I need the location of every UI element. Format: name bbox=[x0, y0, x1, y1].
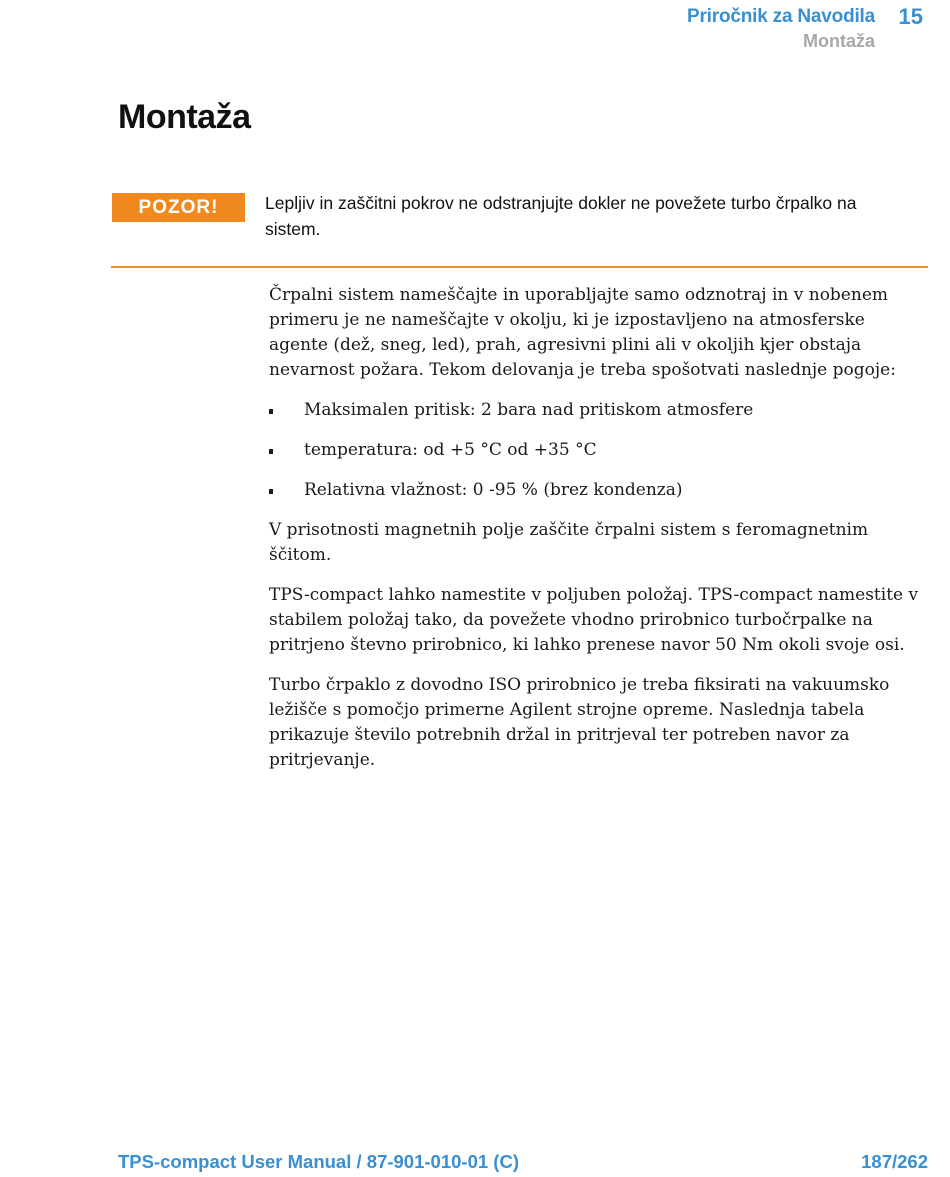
footer-page-number: 187/262 bbox=[861, 1151, 928, 1172]
iso-flange-paragraph: Turbo črpaklo z dovodno ISO prirobnico je treba fiksirati na vakuumsko ležišče s pomočjo primerne Agilent strojne opreme. Naslednja tabela prikazuje število potrebnih držal in pritrjeval ter potreben navor za pritrjevanje. bbox=[269, 675, 890, 770]
list-item-text: temperatura: od +5 °C od +35 °C bbox=[304, 440, 597, 460]
body-content bbox=[269, 283, 929, 788]
bullet-icon bbox=[269, 409, 273, 414]
caution-divider bbox=[111, 266, 928, 268]
list-item bbox=[269, 398, 929, 423]
running-header-title: Priročnik za Navodila bbox=[687, 6, 875, 27]
position-paragraph: TPS-compact lahko namestite v poljuben položaj. TPS-compact namestite v stabilem položaj tako, da povežete vhodno prirobnico turbočrpalke na pritrjeno števno prirobnico, ki lahko prenese navor 50 Nm okoli svoje osi. bbox=[269, 585, 919, 655]
intro-paragraph: Črpalni sistem nameščajte in uporabljajte samo odznotraj in v nobenem primeru je ne nameščajte v okolju, ki je izpostavljeno na atmosferske agente (dež, sneg, led), prah, agresivni plini ali v okoljih kjer obstaja nevarnost požara. Tekom delovanja je treba spošotvati naslednje pogoje: bbox=[269, 285, 896, 380]
magnetic-paragraph: V prisotnosti magnetnih polje zaščite črpalni sistem s feromagnetnim ščitom. bbox=[269, 520, 869, 565]
bullet-icon bbox=[269, 449, 273, 454]
chapter-number: 15 bbox=[898, 4, 923, 29]
list-item bbox=[269, 438, 929, 463]
section-heading: Montaža bbox=[118, 98, 251, 136]
list-item-text: Relativna vlažnost: 0 -95 % (brez kondenza) bbox=[304, 480, 683, 500]
caution-text: Lepljiv in zaščitni pokrov ne odstranjujte dokler ne povežete turbo črpalko na sistem. bbox=[265, 193, 857, 239]
list-item-text: Maksimalen pritisk: 2 bara nad pritiskom atmosfere bbox=[304, 400, 754, 420]
bullet-icon bbox=[269, 489, 273, 494]
list-item bbox=[269, 478, 929, 503]
running-header-subtitle: Montaža bbox=[803, 31, 875, 51]
caution-badge: POZOR! bbox=[112, 193, 245, 222]
footer-manual-title: TPS-compact User Manual / 87-901-010-01 (C) bbox=[118, 1151, 519, 1172]
conditions-list bbox=[269, 398, 929, 503]
